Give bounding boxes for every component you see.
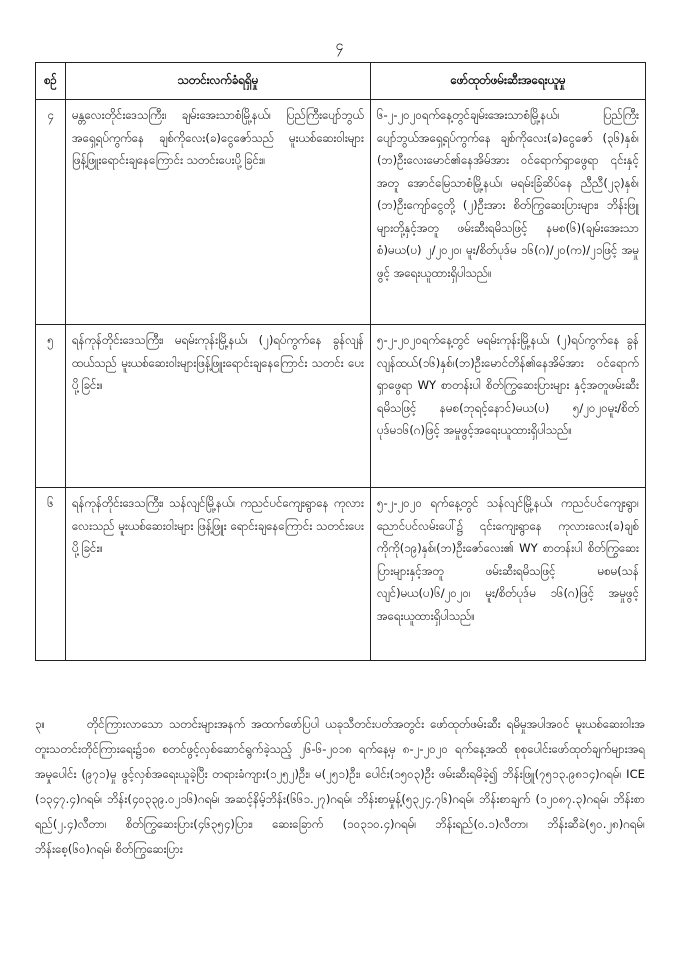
information-cell: ရန်ကုန်တိုင်းဒေသကြီး၊ မရမ်းကုန်းမြို့နယ်၊ (၂)ရပ်ကွက်နေ ခွန်လျန်ထယ်သည် မူးယစ်ဆေးဝါးများဖြန့်ဖြူးရောင်းချနေကြောင်း သတင်း ပေးပို့ခြင်း။ <box>66 325 371 488</box>
page-number: ၄ <box>335 38 344 54</box>
table-row <box>36 100 646 325</box>
row-number: ၅ <box>36 325 66 488</box>
header-action: ဖော်ထုတ်ဖမ်းဆီးအရေးယူမှု <box>371 63 646 100</box>
table-row <box>36 325 646 488</box>
row-number: ၄ <box>36 100 66 325</box>
header-no: စဉ် <box>36 63 66 100</box>
row-number: ၆ <box>36 488 66 661</box>
summary-text: တိုင်ကြားလာသော သတင်းများအနက် အထက်ဖော်ပြပါ ယခုသီတင်းပတ်အတွင်း ဖော်ထုတ်ဖမ်းဆီး ရမိမှုအပါအဝင် မူးယစ်ဆေးဝါးအတူးသတင်းတိုင်ကြားရေး၌၁၈ စတင်ဖွင့်လှစ်ဆောင်ရွက်ခဲ့သည့် ၂၆-၆-၂၀၁၈ ရက်နေ့မှ ၈-၂-၂၀၂၀ ရက်နေ့အထိ စုစုပေါင်းဖော်ထုတ်ချက်များအရ အမှုပေါင်း (၉၇၁)မှု ဖွင့်လှစ်အရေးယူခဲ့ပြီး တရားခံကျား(၁၂၅၂)ဦး၊ မ(၂၅၁)ဦး၊ ပေါင်း(၁၅၀၃)ဦး ဖမ်းဆီးရမိခဲ့၍ ဘိန်းဖြူ(၇၅၁၃.၉၈၁၄)ဂရမ်၊ ICE (၁၃၄၇.၄)ဂရမ်၊ ဘိန်း(၄၀၃၃၉.၀၂၁၆)ဂရမ်၊ အဆင့်နိမ့်ဘိန်း(၆၆၁.၂၇)ဂရမ်၊ ဘိန်းစာမှုန့်(၅၃၂၄.၇၆)ဂရမ်၊ ဘိန်းစာချက် (၁၂၀၈၇.၃)ဂရမ်၊ ဘိန်းစာရည်(၂.၄)လီတာ၊ စိတ်ကြွဆေးပြား(၄၆၃၅၄)ပြား၊ ဆေးခြောက် (၁၀၃၁၀.၄)ဂရမ်၊ ဘိန်းရည်(၀.၁)လီတာ၊ ဘိန်းဆီခဲ(၅၀.၂၈)ဂရမ်၊ ဘိန်းစေ့(၆၀)ဂရမ်၊ စိတ်ကြွဆေးပြား <box>35 717 645 856</box>
information-cell: မန္တလေးတိုင်းဒေသကြီး၊ ချမ်းအေးသာစံမြို့နယ်၊ ပြည်ကြီးပျော်ဘွယ်အရှေ့ရပ်ကွက်နေ ချစ်ကိုလေး(ခ)ငွေဇော်သည် မူးယစ်ဆေးဝါးများ ဖြန့်ဖြူးရောင်းချနေကြောင်း သတင်းပေးပို့ခြင်း။ <box>66 100 371 325</box>
action-cell: ၅-၂-၂၀၂၀ ရက်နေ့တွင် သန်လျင်မြို့နယ်၊ ကညင်ပင်ကျေးရွာ၊ ညောင်ပင်လမ်းပေါ်၌ ၎င်းကျေးရွာနေ ကုလားလေး(ခ)ချစ်ကိုကို(၁၉)နှစ်၊(ဘ)ဦးဇော်လေး၏ WY စာတန်းပါ စိတ်ကြွဆေးပြားများနှင့်အတူ ဖမ်းဆီးရမိသဖြင့် မစမ(သန်လျင်)မယ(ပ)၆/၂၀၂၀၊ မူး/စိတ်ပုဒ်မ ၁၆(ဂ)ဖြင့် အမှုဖွင့်အရေးယူထားရှိပါသည်။ <box>371 488 646 661</box>
action-cell: ၅-၂-၂၀၂၀ရက်နေ့တွင် မရမ်းကုန်းမြို့နယ်၊ (၂)ရပ်ကွက်နေ ခွန်လျန်ထယ်(၁၆)နှစ်၊(ဘ)ဦးမောင်တိန်၏နေအိမ်အား ဝင်ရောက်ရှာဖွေရာ WY စာတန်းပါ စိတ်ကြွဆေးပြားများ နှင့်အတူဖမ်းဆီးရမိသဖြင့် နမစ(ဘုရင့်နောင်)မယ(ပ) ၅/၂၀၂၀မူး/စိတ်ပုဒ်မ၁၆(ဂ)ဖြင့် အမှုဖွင့်အရေးယူထားရှိပါသည်။ <box>371 325 646 488</box>
report-table <box>35 62 646 661</box>
summary-paragraph <box>35 712 645 862</box>
action-cell: ၆-၂-၂၀၂၀ရက်နေ့တွင်ချမ်းအေးသာစံမြို့နယ်၊ ပြည်ကြီးပျော်ဘွယ်အရှေ့ရပ်ကွက်နေ ချစ်ကိုလေး(ခ)ငွေဇော် (၃၆)နှစ်၊ (ဘ)ဦးလေးမောင်၏နေအိမ်အား ဝင်ရောက်ရှာဖွေရာ ၎င်းနှင့်အတူ အောင်မြေသာစံမြို့နယ်၊ မရမ်းခြံဆိပ်နေ ညီညီ(၂၃)နှစ်၊(ဘ)ဦးကျော်ငွေတို့ (၂)ဦးအား စိတ်ကြွဆေးပြားများ၊ ဘိန်းဖြူများတို့နှင့်အတူ ဖမ်းဆီးရမိသဖြင့် နမစ(၆)(ချမ်းအေးသာစံ)မယ(ပ) ၂/၂၀၂၀၊ မူး/စိတ်ပုဒ်မ ၁၆(ဂ)/၂၀(က)/၂၁ဖြင့် အမှုဖွင့် အရေးယူထားရှိပါသည်။ <box>371 100 646 325</box>
table-header-row <box>36 63 646 100</box>
table-row <box>36 488 646 661</box>
header-information: သတင်းလက်ခံရရှိမှု <box>66 63 371 100</box>
paragraph-number: ၃။ <box>35 717 46 731</box>
information-cell: ရန်ကုန်တိုင်းဒေသကြီး၊ သန်လျင်မြို့နယ်၊ ကညင်ပင်ကျေးရွာနေ ကုလားလေးသည် မူးယစ်ဆေးဝါးများ ဖြန့်ဖြူး ရောင်းချနေကြောင်း သတင်းပေးပို့ခြင်း။ <box>66 488 371 661</box>
